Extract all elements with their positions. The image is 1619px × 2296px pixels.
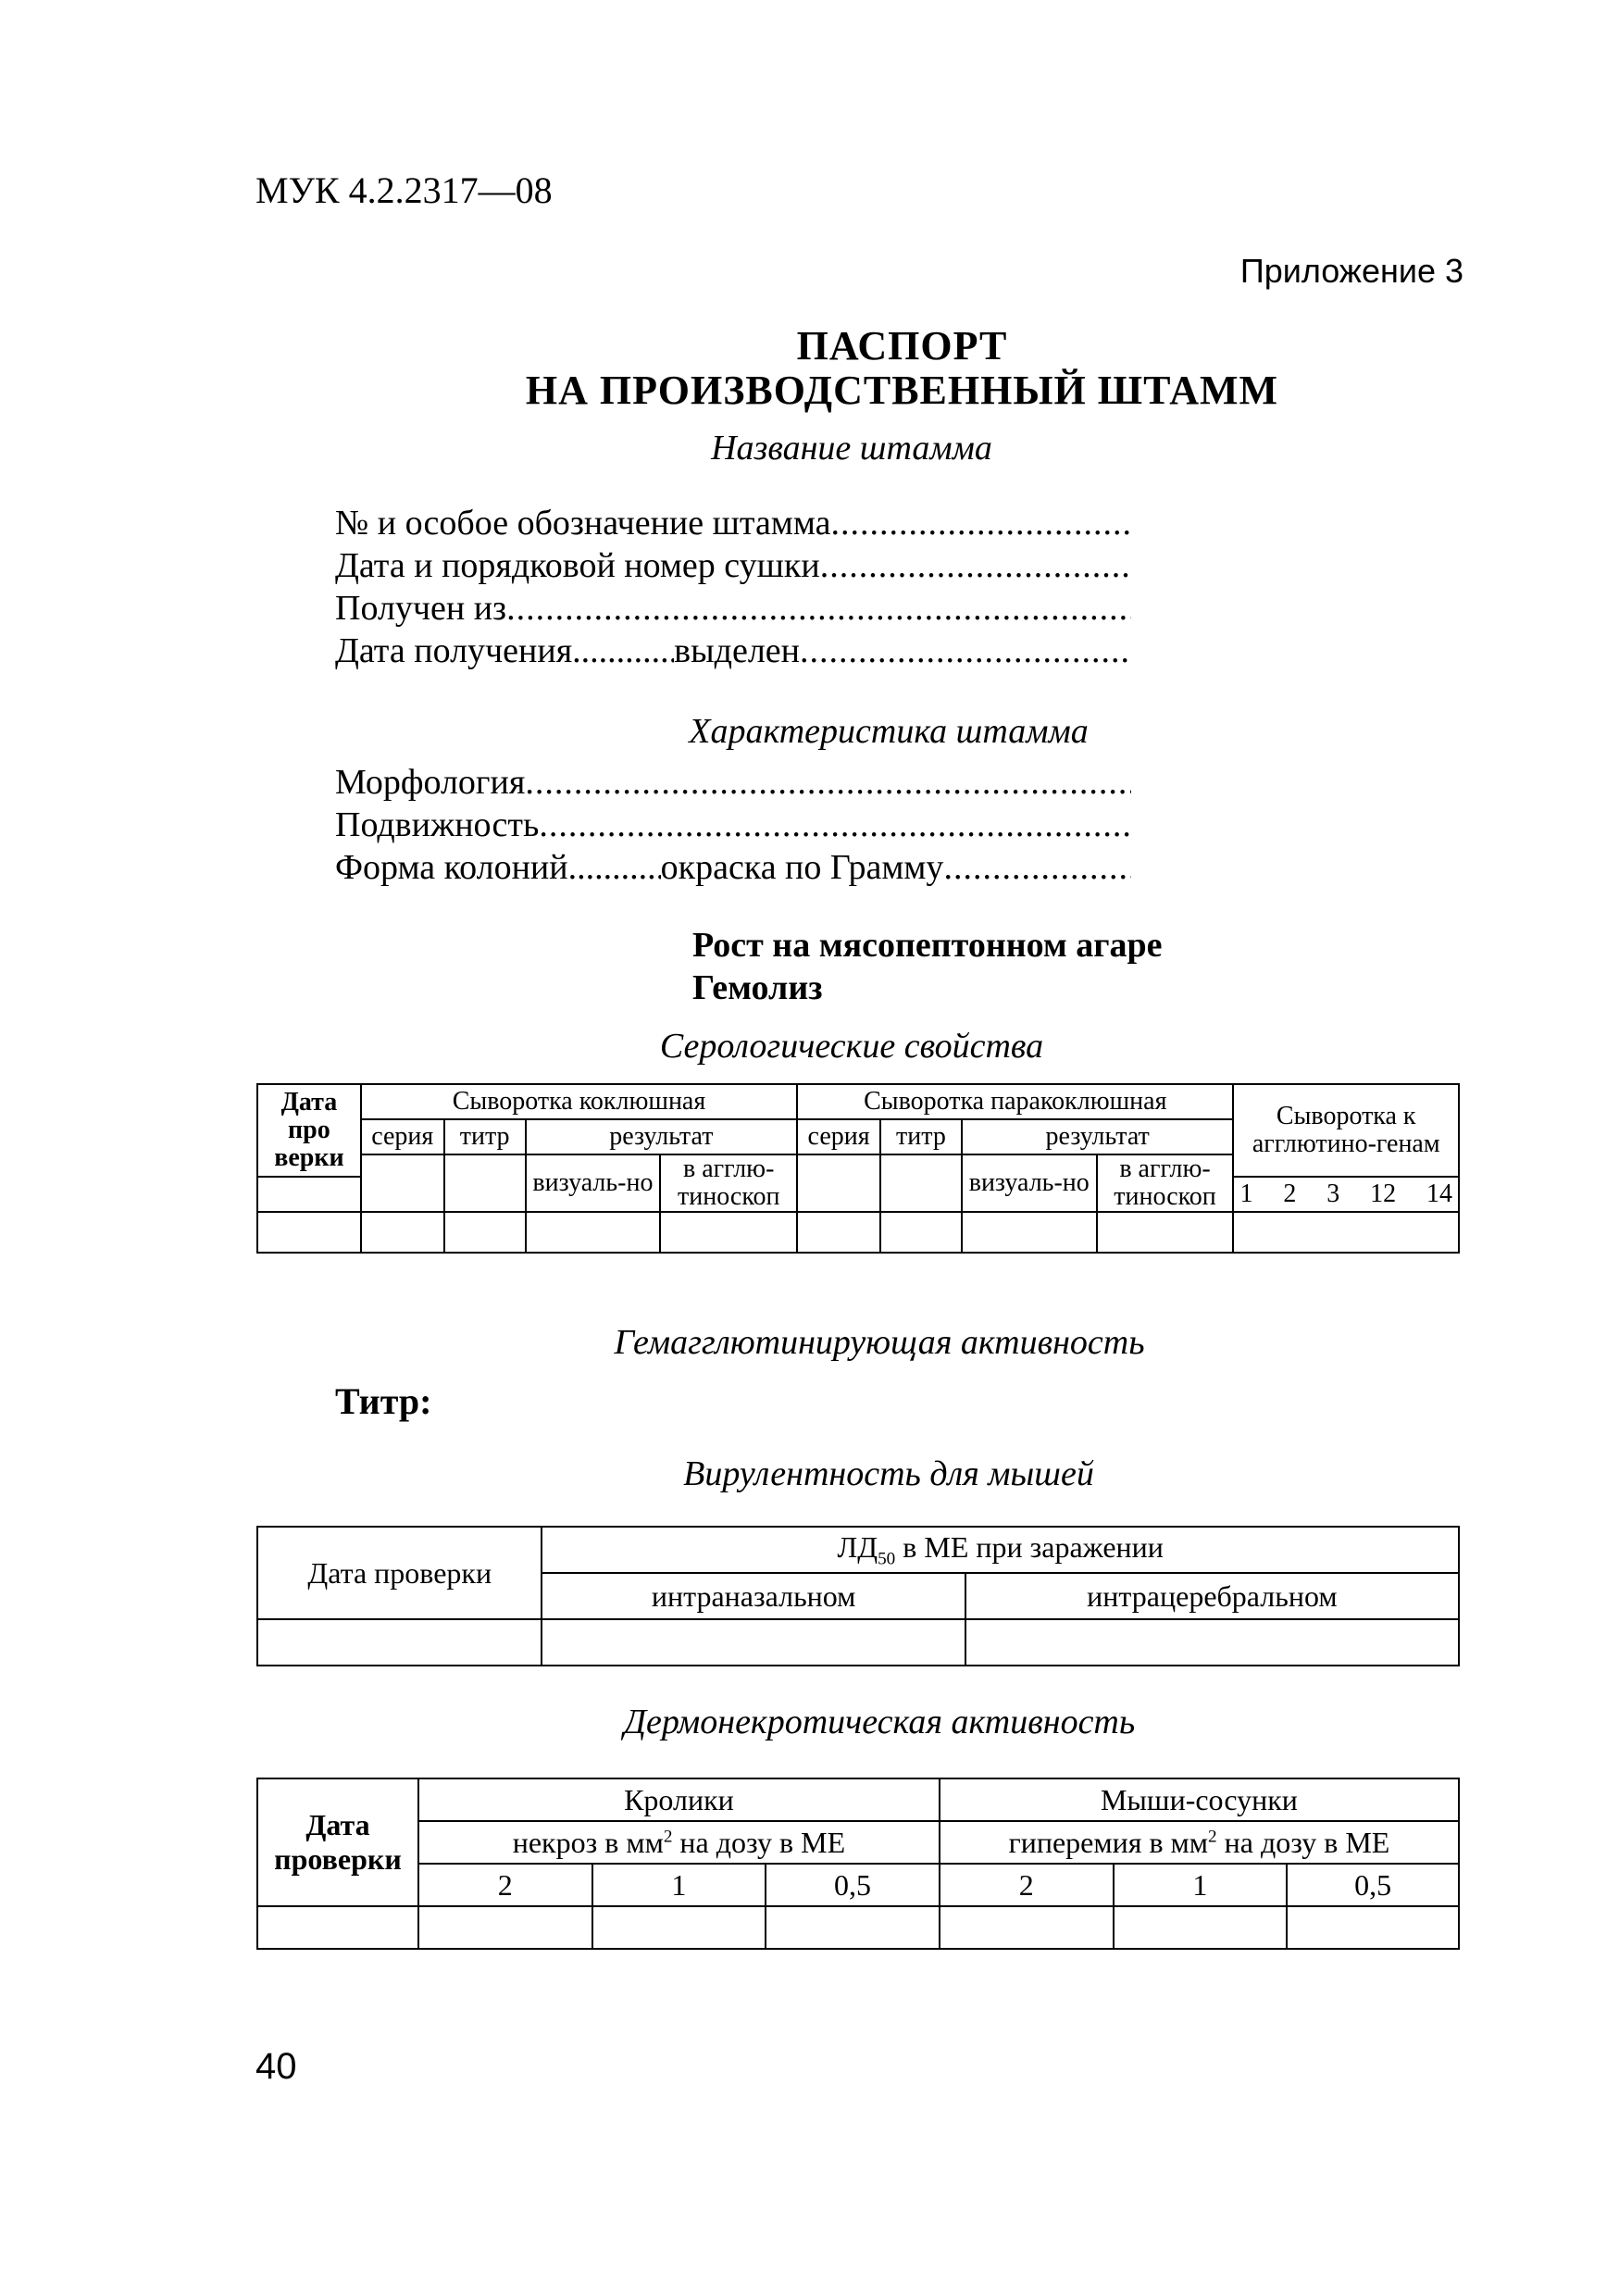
dose-cell: 1: [1114, 1864, 1288, 1906]
visual-header: визуаль-но: [526, 1154, 661, 1212]
page-subtitle: НА ПРОИЗВОДСТВЕННЫЙ ШТАММ: [525, 368, 1279, 413]
field-label: № и особое обозначение штамма: [335, 504, 831, 543]
dotted-fill: [506, 587, 1131, 630]
strain-name-heading: Название штамма: [711, 429, 992, 468]
table-cell: [257, 1906, 418, 1949]
agglutinogen-serum-header: Сыворотка к агглютино-генам: [1233, 1084, 1459, 1177]
dotted-fill: [943, 846, 1131, 889]
table-cell: [1233, 1212, 1459, 1253]
ld50-header: [542, 1527, 1459, 1573]
characteristic-fields: [335, 761, 1131, 889]
dose-cell: 0,5: [766, 1864, 940, 1906]
dotted-fill: [831, 502, 1131, 544]
pertussis-serum-header: Сыворотка коклюшная: [361, 1084, 797, 1119]
empty-cell: [797, 1154, 880, 1212]
motility-field: [335, 804, 1131, 846]
table-cell: [797, 1212, 880, 1253]
intracerebral-header: интрацеребральном: [965, 1573, 1459, 1619]
dotted-fill: [572, 630, 674, 672]
necrosis-label: некроз в мм: [512, 1825, 664, 1859]
growth-label: Рост на мясопептонном агаре: [692, 926, 1163, 965]
agglutinogen-number: 14: [1426, 1179, 1452, 1208]
dotted-fill: [820, 544, 1131, 587]
square-superscript: 2: [663, 1826, 673, 1846]
document-code: МУК 4.2.2317—08: [255, 169, 553, 211]
table-cell: [1097, 1212, 1234, 1253]
table-cell: [962, 1212, 1097, 1253]
table-cell: [592, 1906, 766, 1949]
agglutinogen-number: 1: [1239, 1179, 1253, 1208]
empty-cell: [444, 1154, 526, 1212]
titer-header: титр: [444, 1119, 526, 1154]
table-cell: [361, 1212, 444, 1253]
received-from-field: [335, 587, 1131, 630]
necrosis-header: [418, 1821, 940, 1864]
hemolysis-label: Гемолиз: [692, 968, 823, 1007]
characteristics-heading: Характеристика штамма: [689, 712, 1089, 751]
dotted-fill: [525, 761, 1131, 804]
result-header: результат: [526, 1119, 798, 1154]
dotted-fill: [800, 630, 1131, 672]
dotted-fill: [539, 804, 1131, 846]
empty-cell: [880, 1154, 962, 1212]
strain-number-field: [335, 502, 1131, 544]
field-label-isolated: выделен: [674, 631, 801, 670]
table-cell: [444, 1212, 526, 1253]
dose-cell: 2: [940, 1864, 1114, 1906]
hyperemia-header: [940, 1821, 1459, 1864]
field-label: Дата и порядковой номер сушки: [335, 546, 820, 585]
date-column-header: Дата проверки: [257, 1527, 542, 1619]
ld50-subscript: 50: [878, 1549, 896, 1569]
dotted-fill: [568, 846, 661, 889]
date-column-header: Дата про верки: [257, 1084, 361, 1177]
page-number: 40: [255, 2046, 297, 2087]
field-label: Дата получения: [335, 631, 573, 670]
received-date-field: [335, 630, 1131, 672]
table-cell: [257, 1619, 542, 1666]
colony-form-field: [335, 846, 1131, 889]
growth-block: [692, 924, 1163, 1009]
virulence-table: [256, 1526, 1460, 1666]
page-title: ПАСПОРТ: [796, 323, 1008, 368]
series-header: серия: [797, 1119, 880, 1154]
table-cell: [965, 1619, 1459, 1666]
field-label: Морфология: [335, 763, 526, 802]
serology-heading: Серологические свойства: [659, 1027, 1044, 1066]
square-superscript: 2: [1208, 1826, 1217, 1846]
series-header: серия: [361, 1119, 444, 1154]
empty-cell: [361, 1154, 444, 1212]
table-cell: [766, 1906, 940, 1949]
table-cell: [542, 1619, 965, 1666]
agglutinogen-numbers: [1233, 1177, 1459, 1212]
table-cell: [660, 1212, 797, 1253]
field-label: Получен из: [335, 589, 507, 628]
agglutinogen-number: 2: [1283, 1179, 1297, 1208]
intranasal-header: интраназальном: [542, 1573, 965, 1619]
morphology-field: [335, 761, 1131, 804]
field-label: Подвижность: [335, 805, 540, 844]
parapertussis-serum-header: Сыворотка паракоклюшная: [797, 1084, 1233, 1119]
suckling-mice-header: Мыши-сосунки: [940, 1778, 1459, 1821]
empty-cell: [257, 1177, 361, 1212]
dose-cell: 1: [592, 1864, 766, 1906]
drying-date-field: [335, 544, 1131, 587]
serology-table: [256, 1083, 1460, 1254]
result-header: результат: [962, 1119, 1234, 1154]
titer-label: Титр:: [335, 1380, 432, 1422]
hemagglutination-heading: Гемагглютинирующая активность: [614, 1323, 1145, 1362]
table-cell: [1114, 1906, 1288, 1949]
ld50-label: ЛД: [837, 1529, 878, 1564]
agglutinoscope-header: в агглю-тиноскоп: [1097, 1154, 1234, 1212]
agglutinoscope-header: в агглю-тиноскоп: [660, 1154, 797, 1212]
agglutinogen-number: 12: [1370, 1179, 1397, 1208]
field-label-gram: окраска по Грамму: [660, 848, 944, 887]
table-cell: [257, 1212, 361, 1253]
per-dose-label: на дозу в МЕ: [1216, 1825, 1390, 1859]
per-dose-label: на дозу в МЕ: [672, 1825, 846, 1859]
table-cell: [940, 1906, 1114, 1949]
dermonecrotic-table: [256, 1778, 1460, 1950]
date-column-header: Дата проверки: [257, 1778, 418, 1906]
field-label: Форма колоний: [335, 848, 568, 887]
rabbits-header: Кролики: [418, 1778, 940, 1821]
strain-fields: [335, 502, 1131, 672]
virulence-heading: Вирулентность для мышей: [683, 1454, 1094, 1493]
table-cell: [880, 1212, 962, 1253]
dose-cell: 2: [418, 1864, 592, 1906]
ld50-rest: в МЕ при заражении: [895, 1529, 1164, 1564]
agglutinogen-number: 3: [1326, 1179, 1340, 1208]
titer-header: титр: [880, 1119, 962, 1154]
table-cell: [418, 1906, 592, 1949]
appendix-label: Приложение 3: [1239, 252, 1463, 290]
table-cell: [526, 1212, 661, 1253]
table-cell: [1287, 1906, 1459, 1949]
dose-cell: 0,5: [1287, 1864, 1459, 1906]
hyperemia-label: гиперемия в мм: [1008, 1825, 1209, 1859]
dermonecrotic-heading: Дермонекротическая активность: [623, 1703, 1136, 1741]
visual-header: визуаль-но: [962, 1154, 1097, 1212]
